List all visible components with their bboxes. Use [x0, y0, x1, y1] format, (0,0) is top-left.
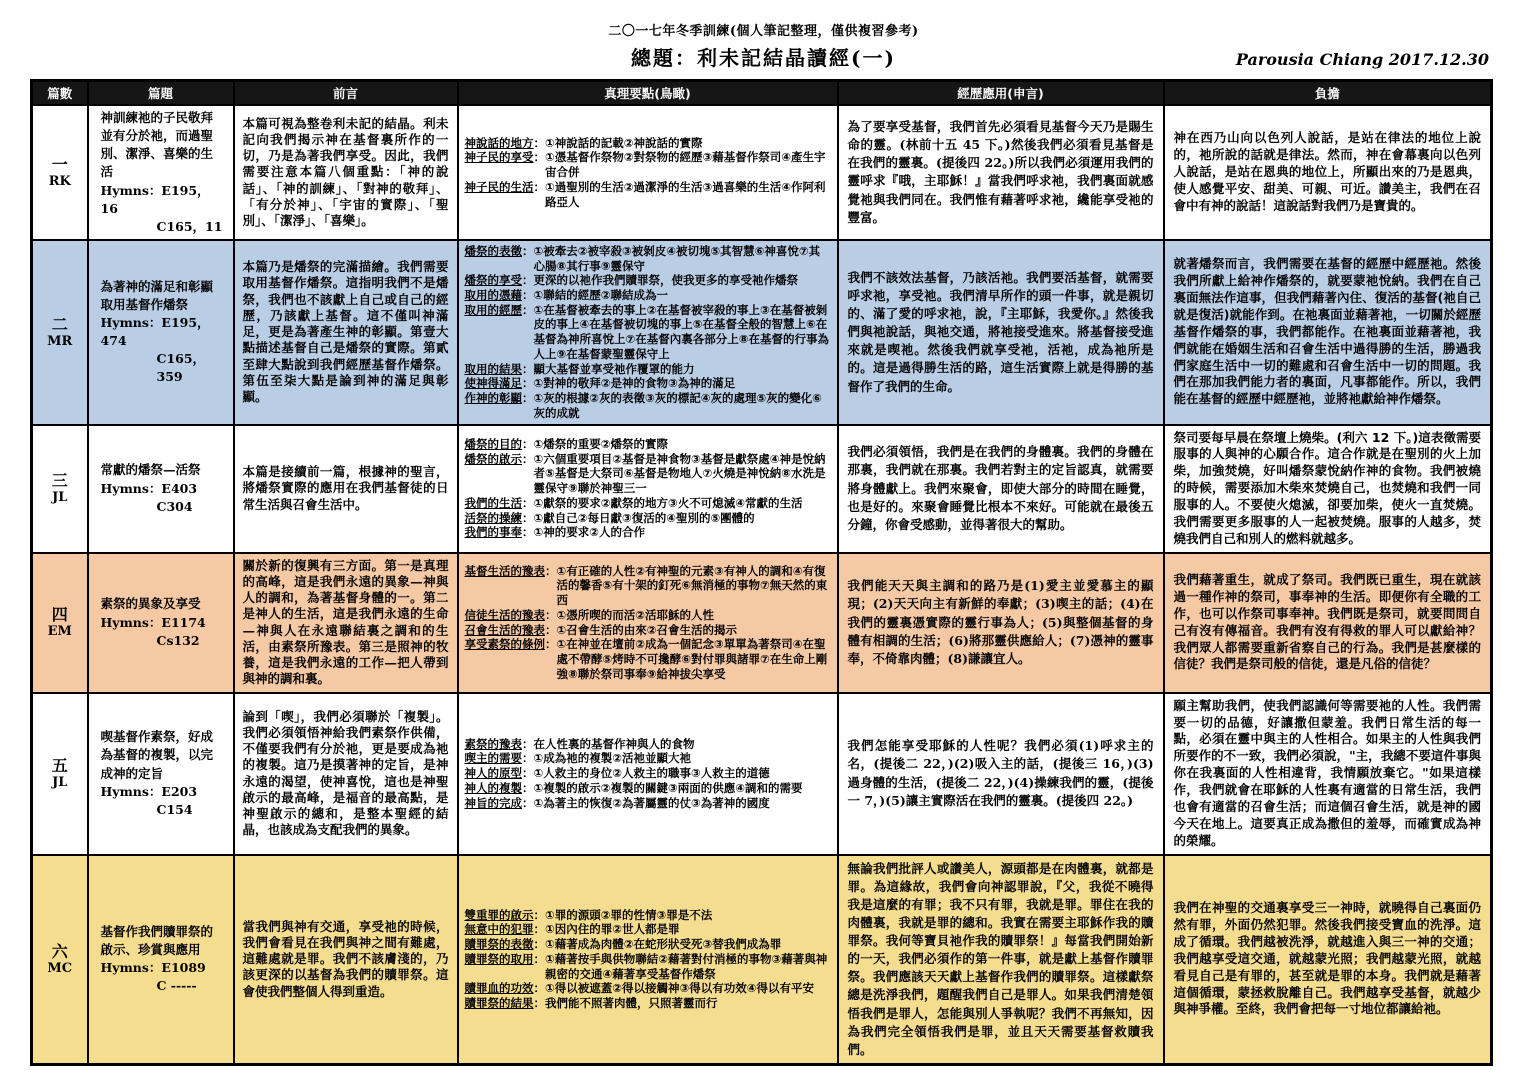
- truth-point-colon: ：: [522, 288, 534, 303]
- truth-point-text: ①藉著成為肉體②在蛇形狀受死③替我們成為罪: [545, 937, 782, 952]
- lesson-number: 六: [51, 941, 68, 961]
- truth-point-colon: ：: [522, 273, 534, 288]
- truth-points-cell: [458, 425, 838, 553]
- lesson-number-cell: [32, 553, 88, 693]
- truth-point-colon: ：: [522, 795, 534, 810]
- truth-point-text: ①在神並在壇前②成為一個記念③單單為著祭司④在聖處不帶酵⑤烤時不可攙酵⑥對付罪與諸罪⑦在生命上剛強⑧聯於祭司事奉⑨給神拔尖享受: [556, 637, 828, 681]
- table-row: [32, 855, 1492, 1065]
- truth-point: [465, 766, 831, 781]
- truth-point: [465, 608, 831, 623]
- training-subtitle: 二〇一七年冬季訓練(個人筆記整理，僅供複習參考): [608, 24, 919, 39]
- burden-cell: 我們在神聖的交通裏享受三一神時，就曉得自己裏面仍然有罪，外面仍然犯罪。然後我們接受寶血的洗淨。這成了循環。我們越被洗淨，就越進入與三一神的交通；我們越享受這交通，就越蒙光照；我們越蒙光照，就越看見自己是有罪的，甚至就是罪的本身。我們就是藉著這個循環，蒙拯救脫離自己。我們越享受基督，就越少與神爭權。至終，我們會把每一寸地位都讓給祂。: [1164, 855, 1492, 1065]
- lesson-title-cell: [88, 105, 234, 240]
- truth-point: [465, 922, 831, 937]
- lesson-number: 二: [51, 314, 68, 334]
- preface-cell: 本篇是接續前一篇，根據神的聖言，將燔祭實際的應用在我們基督徒的日常生活與召會生活中。: [234, 425, 458, 553]
- truth-point-colon: ：: [545, 563, 557, 578]
- truth-point-text: ①對神的敬拜②是神的食物③為神的滿足: [533, 376, 736, 391]
- truth-point: [465, 937, 831, 952]
- crystallization-table: [30, 79, 1493, 1066]
- truth-point-label: 基督生活的豫表: [464, 563, 545, 578]
- preface-cell: 論到「喫」，我們必須聯於「複製」。我們必須領悟神給我們素祭作供備，不僅要我們有分於祂，更是要成為祂的複製。這乃是摸著神的定旨，是神永遠的渴望，使神喜悅，這也是神聖啟示的最高峰，是福音的最高點，是神聖啟示的總和，是整本聖經的結晶，也該成為支配我們的異象。: [234, 693, 458, 855]
- lesson-number-cell: [32, 240, 88, 425]
- hymns-line-2: C154: [156, 801, 193, 817]
- lesson-code: EM: [47, 624, 72, 640]
- truth-point-label: 享受素祭的條例: [464, 637, 545, 652]
- truth-point-text: ①召會生活的由來②召會生活的揭示: [556, 622, 737, 637]
- truth-point-label: 贖罪祭的表徵: [464, 937, 534, 952]
- truth-point-text: ①獻自己②每日獻③復活的④聖別的⑤團體的: [533, 510, 755, 525]
- truth-point: [465, 781, 831, 796]
- truth-point: [465, 637, 831, 681]
- truth-point-colon: ：: [533, 922, 545, 937]
- truth-point-text: 更深的以祂作我們贖罪祭，使我更多的享受祂作燔祭: [533, 273, 798, 288]
- lesson-number: 一: [51, 155, 68, 175]
- truth-point-colon: ：: [533, 179, 545, 194]
- truth-point-label: 神子民的享受: [464, 150, 534, 165]
- truth-point-text: ①灰的根據②灰的表徵③灰的標記④灰的處理⑤灰的變化⑥灰的成就: [533, 391, 822, 420]
- lesson-number-cell: [32, 693, 88, 855]
- hymns-line-2: Cs132: [156, 632, 200, 648]
- hymns-line-2: C165，359: [156, 351, 206, 385]
- burden-cell: 祭司要每早晨在祭壇上燒柴。(利六 12 下。)這表徵需要服事的人與神的心願合作。這合作就是在聖別的火上加柴，加強焚燒，好叫燔祭蒙悅納作神的食物。我們被燒的時候，需要添加木柴來焚燒自己，也焚燒和我們一同服事的人。不要使火熄滅，卻要加柴，使火一直焚燒。我們需要更多服事的人一起被焚燒。服事的人越多，焚燒我們自己和別人的燃料就越多。: [1164, 425, 1492, 553]
- truth-point-text: ①罪的源頭②罪的性情③罪是不法: [545, 907, 713, 922]
- hymns-line-1: Hymns：E195，474: [100, 315, 210, 349]
- lesson-code: RK: [48, 174, 71, 190]
- lesson-title-cell: [88, 855, 234, 1065]
- truth-point: [465, 496, 831, 511]
- truth-point-text: ①因內住的罪②世人都是罪: [545, 922, 680, 937]
- truth-point-text: ①憑所喫的而活②活耶穌的人性: [556, 607, 714, 622]
- truth-points-cell: [458, 105, 838, 240]
- col-header-preface: 前言: [234, 81, 458, 106]
- page-title: 總題：利未記結晶讀經(一): [631, 46, 896, 70]
- truth-point: [465, 796, 831, 811]
- lesson-number: 五: [51, 756, 68, 776]
- truth-point-text: 我們能不照著肉體，只照著靈而行: [545, 995, 718, 1010]
- burden-cell: 願主幫助我們，使我們認識何等需要祂的人性。我們需要一切的品德，好讓撒但蒙羞。我們日常生活的每一點，必須在靈中與主的人性相合。如果主的人性與我們所要作的不一致，我們必須說，"主，我總不要這件事與你在我裏面的人性相違背，我情願放棄它。"如果這樣作，我們就會在耶穌的人性裏有適當的日常生活，我們也會有適當的召會生活；而這個召會生活，就是神的國今天在地上。這要真正成為撒但的羞辱，而確實成為神的榮耀。: [1164, 693, 1492, 855]
- col-header-lesson-title: 篇題: [88, 81, 234, 106]
- truth-point-label: 取用的結果: [464, 361, 522, 376]
- truth-point-text: 在人性裏的基督作神與人的食物: [533, 736, 695, 751]
- page-header: [0, 0, 1527, 71]
- truth-point-text: ①人救主的身位②人救主的職事③人救主的道德: [533, 766, 770, 781]
- truth-point-colon: ：: [533, 951, 545, 966]
- lesson-code: MR: [47, 333, 73, 349]
- experience-cell: 我們必須領悟，我們是在我們的身體裏。我們的身體在那裏，我們就在那裏。我們若對主的定旨認真，就需要將身體獻上。我們來聚會，即使大部分的時間在睡覺，也是好的。來聚會睡覺比根本不來好。可能就在最後五分鐘，你會受感動，並得著很大的幫助。: [838, 425, 1164, 553]
- truth-point-colon: ：: [545, 622, 557, 637]
- lesson-number-cell: [32, 855, 88, 1065]
- truth-point: [465, 288, 831, 303]
- truth-point-colon: ：: [533, 150, 545, 165]
- truth-point-text: ①燔祭的重要②燔祭的實際: [533, 437, 668, 452]
- preface-cell: 關於新的復興有三方面。第一是真理的高峰，這是我們永遠的異象—神與人的調和，為著基督身體的一。第二是神人的生活，這是我們永遠的生命—神與人在永遠聯結裏之調和的生活，由素祭所豫表。第三是照神的牧養，這是我們永遠的工作—把人帶到與神的調和裏。: [234, 553, 458, 693]
- truth-point-colon: ：: [522, 525, 534, 540]
- col-header-lesson-number: 篇數: [32, 81, 88, 106]
- truth-point: [465, 452, 831, 496]
- hymns-line-1: Hymns：E195，16: [100, 182, 210, 216]
- lesson-number: 三: [51, 471, 68, 491]
- col-header-experience: 經歷應用(申言): [838, 81, 1164, 106]
- truth-point: [465, 908, 831, 923]
- burden-cell: 就著燔祭而言，我們需要在基督的經歷中經歷祂。然後我們所獻上給神作燔祭的，就要蒙祂悅納。我們在自己裏面無法作這事，但我們藉著內住、復活的基督(祂自己就是復活)就能作到。在祂裏面並藉著祂，一切關於經歷基督作燔祭的事，我們都能作。在祂裏面並藉著祂，我們就能在婚姻生活和召會生活中過得勝的生活，勝過我們家庭生活中一切的難處和召會生活中一切的問題。我們在那加我們能力者的裏面，凡事都能作。所以，我們能在基督的經歷中經歷祂，並將祂獻給神作燔祭。: [1164, 240, 1492, 425]
- hymns-line-1: Hymns：E1089: [100, 960, 206, 976]
- truth-point-colon: ：: [545, 607, 557, 622]
- truth-point-label: 素祭的豫表: [464, 736, 522, 751]
- lesson-number-cell: [32, 425, 88, 553]
- truth-point-label: 贖罪祭的取用: [464, 951, 534, 966]
- truth-point-label: 神旨的完成: [464, 795, 522, 810]
- truth-point-label: 燔祭的表徵: [464, 243, 522, 258]
- truth-point: [465, 525, 831, 540]
- truth-point-colon: ：: [522, 437, 534, 452]
- truth-point: [465, 623, 831, 638]
- truth-point-text: ①為著主的恢復②為著屬靈的仗③為著神的國度: [533, 795, 770, 810]
- hymns-line-1: Hymns：E403: [100, 480, 198, 496]
- experience-cell: 我們怎能享受耶穌的人性呢？我們必須(1)呼求主的名，(提後二 22，)(2)吸入主的話，(提後三 16，)(3)過身體的生活，(提後二 22，)(4)操練我們的靈，(提後一 7，)(5)讓主實際活在我們的靈裏。(提後四 22。): [838, 693, 1164, 855]
- truth-point: [465, 737, 831, 752]
- truth-point-label: 活祭的操練: [464, 510, 522, 525]
- truth-point-colon: ：: [533, 995, 545, 1010]
- truth-point-text: ①聯結的經歷②聯結成為一: [533, 288, 668, 303]
- lesson-number-cell: [32, 105, 88, 240]
- truth-point: [465, 511, 831, 526]
- hymns-line-1: Hymns：E203: [100, 783, 198, 799]
- truth-point-label: 使神得滿足: [464, 376, 522, 391]
- truth-point-colon: ：: [533, 981, 545, 996]
- truth-point-label: 我們的事奉: [464, 525, 522, 540]
- truth-point: [465, 437, 831, 452]
- truth-point-label: 贖罪祭的結果: [464, 995, 534, 1010]
- truth-point: [465, 303, 831, 362]
- lesson-title: 素祭的異象及享受: [100, 596, 201, 612]
- truth-point-colon: ：: [522, 736, 534, 751]
- truth-point-text: ①在基督被牽去的事上②在基督被宰殺的事上③在基督被剝皮的事上④在基督被切塊的事上⑤在基督全般的智慧上⑥在基督為神所喜悅上⑦在基督內裏各部分上⑧在基督的行事為人上⑨在基督蒙聖靈保守上: [533, 302, 829, 361]
- col-header-burden: 負擔: [1164, 81, 1492, 106]
- truth-point-text: ①過聖別的生活②過潔淨的生活③過喜樂的生活④作阿利路亞人: [545, 179, 826, 209]
- table-header-row: [32, 81, 1492, 106]
- lesson-title: 喫基督作素祭，好成為基督的複製，以完成神的定旨: [100, 729, 214, 781]
- truth-point-label: 作神的彰顯: [464, 391, 522, 406]
- truth-point-label: 燔祭的目的: [464, 437, 522, 452]
- experience-cell: 我們不該效法基督，乃該活祂。我們要活基督，就需要呼求祂，享受祂。我們清早所作的頭一件事，就是親切的、滿了愛的呼求祂，說，『主耶穌，我愛你。』然後我們與祂說話，與祂交通，將祂接受進來。將基督接受進來就是喫祂。然後我們就享受祂，活祂，成為祂所是的。這是過得勝生活的路，這生活實際上就是得勝的基督作了我們的生命。: [838, 240, 1164, 425]
- lesson-title-cell: [88, 553, 234, 693]
- lesson-title: 基督作我們贖罪祭的啟示、珍賞與應用: [100, 923, 214, 958]
- table-row: [32, 553, 1492, 693]
- lesson-code: MC: [47, 960, 73, 976]
- lesson-code: JL: [52, 490, 68, 506]
- lesson-title: 為著神的滿足和彰顯取用基督作燔祭: [100, 278, 214, 312]
- truth-point-label: 神人的原型: [464, 766, 522, 781]
- truth-point-colon: ：: [522, 766, 534, 781]
- lesson-title: 常獻的燔祭—活祭: [100, 462, 201, 478]
- truth-points-cell: [458, 553, 838, 693]
- truth-point-colon: ：: [522, 376, 534, 391]
- table-row: [32, 693, 1492, 855]
- truth-point-colon: ：: [522, 495, 534, 510]
- truth-point-label: 雙重罪的啟示: [464, 907, 534, 922]
- preface-cell: 本篇乃是燔祭的完滿描繪。我們需要取用基督作燔祭。這指明我們不是燔祭，我們也不該獻上自己或自己的經歷，乃該獻上基督。這不僅叫神滿足，更是為著產生神的彰顯。第壹大點描述基督自己是燔祭的實際。第貳至肆大點說到我們經歷基督作燔祭。第伍至柒大點是論到神的滿足與彰顯。: [234, 240, 458, 425]
- truth-point: [465, 376, 831, 391]
- truth-point-text: 顯大基督並享受祂作覆罩的能力: [533, 361, 695, 376]
- truth-point-label: 贖罪血的功效: [464, 981, 534, 996]
- preface-cell: 本篇可視為整卷利未記的結晶。利未記向我們揭示神在基督裏所作的一切，乃是為著我們享受。因此，我們需要注意本篇八個重點：「神的說話」、「神的訓練」、「對神的敬拜」、「有分於神」、「宇宙的實際」、「聖別」、「潔淨」、「喜樂」。: [234, 105, 458, 240]
- truth-point: [465, 273, 831, 288]
- truth-point: [465, 150, 831, 179]
- truth-point-label: 燔祭的啟示: [464, 451, 522, 466]
- truth-point: [465, 180, 831, 209]
- truth-point: [465, 362, 831, 377]
- truth-point-colon: ：: [522, 780, 534, 795]
- truth-point-colon: ：: [545, 637, 557, 652]
- truth-point: [465, 136, 831, 151]
- truth-point-label: 喫主的需要: [464, 751, 522, 766]
- truth-point-label: 我們的生活: [464, 495, 522, 510]
- truth-points-cell: [458, 855, 838, 1065]
- truth-point-text: ①得以被遮蓋②得以接觸神③得以有功效④得以有平安: [545, 981, 814, 996]
- truth-point-text: ①藉著按手與供物聯結②藉著對付消極的事物③藉著與神親密的交通④藉著享受基督作燔祭: [545, 951, 828, 981]
- truth-point-text: ①有正確的人性②有神聖的元素③有神人的調和④有復活的馨香⑤有十架的釘死⑥無消極的事物⑦無天然的東西: [556, 563, 828, 608]
- lesson-number: 四: [51, 605, 68, 625]
- hymns-line-2: C -----: [156, 978, 197, 994]
- truth-point-label: 神人的複製: [464, 780, 522, 795]
- truth-point-label: 無意中的犯罪: [464, 922, 534, 937]
- truth-point-label: 取用的經歷: [464, 302, 522, 317]
- lesson-title-cell: [88, 425, 234, 553]
- hymns-line-1: Hymns：E1174: [100, 614, 206, 630]
- truth-point-colon: ：: [522, 391, 534, 406]
- truth-point-colon: ：: [522, 510, 534, 525]
- hymns-line-2: C304: [156, 498, 193, 514]
- lesson-code: JL: [52, 775, 68, 791]
- truth-point: [465, 751, 831, 766]
- truth-point-text: ①六個重要項目②基督是神食物③基督是獻祭處④神是悅納者⑤基督是大祭司⑥基督是物地人⑦火燒是神悅納⑧水洗是靈保守⑨聯於神聖三一: [533, 451, 826, 496]
- truth-point-label: 召會生活的豫表: [464, 622, 545, 637]
- lesson-title-cell: [88, 240, 234, 425]
- col-header-truth-points: 真理要點(鳥瞰): [458, 81, 838, 106]
- truth-point-colon: ：: [522, 361, 534, 376]
- truth-point-colon: ：: [533, 907, 545, 922]
- truth-point-text: ①神的要求②人的合作: [533, 525, 645, 540]
- truth-point: [465, 996, 831, 1011]
- truth-points-cell: [458, 240, 838, 425]
- truth-point-text: ①憑基督作祭物②對祭物的經歷③藉基督作祭司④產生宇宙合併: [545, 150, 826, 180]
- table-row: [32, 105, 1492, 240]
- truth-point-label: 神子民的生活: [464, 179, 534, 194]
- preface-cell: 當我們與神有交通，享受祂的時候，我們會看見在我們與神之間有難處，這難處就是罪。我們不該膚淺的，乃該更深的以基督為我們的贖罪祭。這會使我們整個人得到重造。: [234, 855, 458, 1065]
- table-row: [32, 240, 1492, 425]
- truth-point-label: 燔祭的享受: [464, 273, 522, 288]
- hymns-line-2: C165，11: [156, 218, 223, 234]
- experience-cell: 為了要享受基督，我們首先必須看見基督今天乃是賜生命的靈。(林前十五 45 下。)然後我們必須看見基督是在我們的靈裏。(提後四 22。)所以我們必須運用我們的靈呼求『哦，主耶穌！』當我們呼求祂，我們裏面就感覺祂與我們同在。我們惟有藉著呼求祂，纔能享受祂的豐富。: [838, 105, 1164, 240]
- truth-point-colon: ：: [522, 243, 534, 258]
- lesson-title-cell: [88, 693, 234, 855]
- lesson-title: 神訓練祂的子民敬拜並有分於祂，而過聖別、潔淨、喜樂的生活: [100, 110, 214, 180]
- truth-point-text: ①神說話的記載②神說話的實際: [545, 135, 703, 150]
- burden-cell: 我們藉著重生，就成了祭司。我們既已重生，現在就該過一種作神的祭司，事奉神的生活。即便你有全職的工作，也可以作祭司事奉神。我們既是祭司，就要問問自己有沒有傳福音。我們有沒有得救的罪人可以獻給神？我們眾人都需要重新省察自己的行為。我們是甚麼樣的信徒？我們是祭司般的信徒，還是凡俗的信徒？: [1164, 553, 1492, 693]
- truth-point-text: ①複製的啟示②複製的關鍵③兩面的供應④調和的需要: [533, 780, 803, 795]
- truth-point-colon: ：: [522, 751, 534, 766]
- truth-point: [465, 564, 831, 608]
- truth-point-colon: ：: [533, 937, 545, 952]
- truth-point-colon: ：: [522, 302, 534, 317]
- truth-points-cell: [458, 693, 838, 855]
- truth-point-text: ①被牽去②被宰殺③被剝皮④被切塊⑤其智慧⑥神喜悅⑦其心腸⑧其行事⑨靈保守: [533, 243, 821, 273]
- experience-cell: 無論我們批評人或讚美人，源頭都是在肉體裏，就都是罪。為這緣故，我們會向神認罪說，『父，我從不曉得我是這麼的有罪；我不只有罪，我就是罪。罪住在我的肉體裏，我就是罪的總和。我實在需要主耶穌作我的贖罪祭。我何等寶貝祂作我的贖罪祭！』每當我們開始新的一天，我們必須作的第一件事，就是獻上基督作贖罪祭。我們應該天天獻上基督作我們的贖罪祭。這樣獻祭總是洗淨我們，題醒我們自己是罪人。如果我們清楚領悟我們是罪人，怎能與別人爭執呢？我們不再無知，因為我們完全領悟我們是罪，並且天天需要基督救贖我們。: [838, 855, 1164, 1065]
- truth-point-colon: ：: [533, 135, 545, 150]
- burden-cell: 神在西乃山向以色列人說話，是站在律法的地位上說的，祂所說的話就是律法。然而，神在會幕裏向以色列人說話，是站在恩典的地位上，所顯出來的乃是恩典，使人感覺平安、甜美、可親、可近。讚美主，我們在召會中有神的說話！這說話對我們乃是寶貴的。: [1164, 105, 1492, 240]
- truth-point-label: 信徒生活的豫表: [464, 607, 545, 622]
- truth-point-text: ①獻祭的要求②獻祭的地方③火不可熄滅④常獻的生活: [533, 495, 803, 510]
- truth-point: [465, 391, 831, 420]
- truth-point: [465, 981, 831, 996]
- truth-point: [465, 244, 831, 273]
- truth-point-text: ①成為祂的複製②活祂並顯大祂: [533, 751, 691, 766]
- table-row: [32, 425, 1492, 553]
- experience-cell: 我們能天天與主調和的路乃是(1)愛主並愛慕主的顯現；(2)天天向主有新鮮的奉獻；(3)喫主的話；(4)在我們的靈裏憑實際的靈行事為人；(5)與整個基督的身體有相調的生活；(6)將那靈供應給人；(7)憑神的靈事奉，不倚靠肉體；(8)謙讓宜人。: [838, 553, 1164, 693]
- truth-point-label: 取用的憑藉: [464, 288, 522, 303]
- truth-point-label: 神說話的地方: [464, 135, 534, 150]
- truth-point: [465, 952, 831, 981]
- truth-point-colon: ：: [522, 451, 534, 466]
- author-signature: Parousia Chiang 2017.12.30: [1235, 50, 1489, 69]
